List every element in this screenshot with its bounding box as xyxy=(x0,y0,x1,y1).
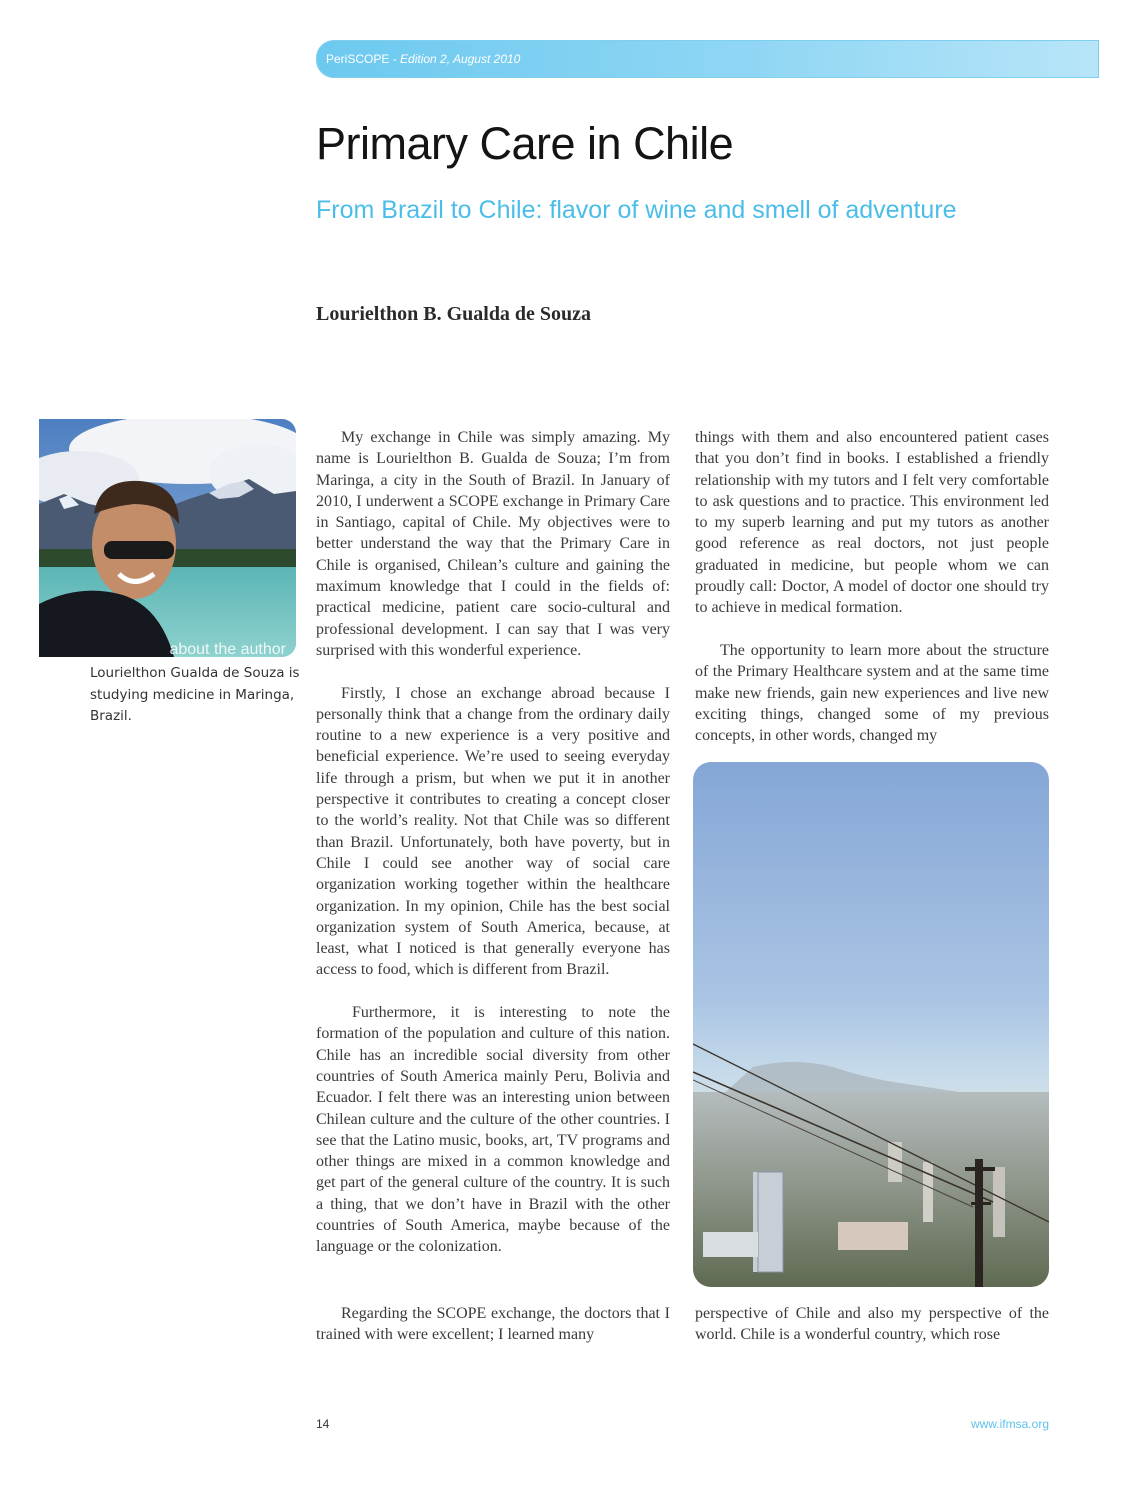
author-photo xyxy=(39,419,296,657)
body-column-2-continued xyxy=(695,1303,1049,1346)
paragraph-furthermore: Furthermore, it is interesting to note the formation of the population and culture of this nation. Chile has an incredible social diversity from other countries of South America mainly Peru, Bolivia and Ecuador. I felt there was an interesting union between Chilean culture and the culture of the other countries. I see that the Latino music, books, art, TV programs and other things are mixed in a common knowledge and get part of the general culture of the country. It is such a thing, that we don’t have in Brazil with the other countries of South America, maybe because of the language or the colonization. xyxy=(316,1004,670,1256)
santiago-photo-image xyxy=(693,762,1049,1287)
paragraph-perspective: perspective of Chile and also my perspective of the world. Chile is a wonderful country, which rose xyxy=(695,1305,1049,1344)
paragraph-regarding-scope: Regarding the SCOPE exchange, the doctors that I trained with were excellent; I learned many xyxy=(316,1305,670,1344)
body-column-1-continued xyxy=(316,1303,670,1346)
author-byline: Lourielthon B. Gualda de Souza xyxy=(316,303,592,325)
paragraph-opportunity: The opportunity to learn more about the structure of the Primary Healthcare system and at the same time make new friends, gain new experiences and live new exciting things, changed some of my previous concepts, in other words, changed my xyxy=(695,641,1049,745)
article-title: Primary Care in Chile xyxy=(316,118,734,169)
page-number: 14 xyxy=(316,1417,330,1431)
body-column-1 xyxy=(316,427,670,1258)
paragraph-tutors: things with them and also encountered patient cases that you don’t find in books. I established a friendly relationship with my tutors and I felt very comfortable to ask questions and to practice. This environment led to my superb learning and put my tutors as another good reference as real doctors, not just people graduated in medicine, but people whom we can proudly call: Doctor, A model of doctor one should try to achieve in medical formation. xyxy=(695,429,1049,617)
paragraph-intro: My exchange in Chile was simply amazing. My name is Lourielthon B. Gualda de Souza; I’m from Maringa, a city in the South of Brazil. In January of 2010, I underwent a SCOPE exchange in Primary Care in Santiago, capital of Chile. My objectives were to better understand the way that the Primary Care in Chile is organised, Chilean’s culture and gaining the maximum knowledge that I could in the fields of: practical medicine, patient care socio-cultural and professional development. I can say that I was very surprised with this wonderful experience. xyxy=(316,429,670,659)
author-photo-image xyxy=(39,419,296,657)
header-separator: - xyxy=(389,52,401,66)
edition-text: Edition 2, August 2010 xyxy=(400,52,521,66)
publication-header-bar xyxy=(316,40,1099,78)
about-the-author-label: about the author xyxy=(169,641,286,657)
website-link[interactable]: www.ifmsa.org xyxy=(970,1417,1049,1431)
article-subtitle: From Brazil to Chile: flavor of wine and smell of adventure xyxy=(316,196,957,224)
paragraph-firstly: Firstly, I chose an exchange abroad because I personally think that a change from the ordinary daily routine to a new experience is a very positive and beneficial experience. We’re used to seeing everyday life through a prism, but when we put it in another perspective it contributes to creating a concept closer to the world’s reality. Not that Chile was so different than Brazil. Unfortunately, both have poverty, but in Chile I could see another way of social care organization working together within the healthcare organization. In my opinion, Chile has the best social organization system of South America, because, at least, what I noticed is that generally everyone has access to food, which is different from Brazil. xyxy=(316,684,670,979)
publication-name: PeriSCOPE xyxy=(326,52,390,66)
author-caption: Lourielthon Gualda de Souza is studying medicine in Maringa, Brazil. xyxy=(90,665,300,724)
edition-label xyxy=(326,52,520,66)
body-column-2 xyxy=(695,427,1049,746)
santiago-photo xyxy=(693,762,1049,1287)
